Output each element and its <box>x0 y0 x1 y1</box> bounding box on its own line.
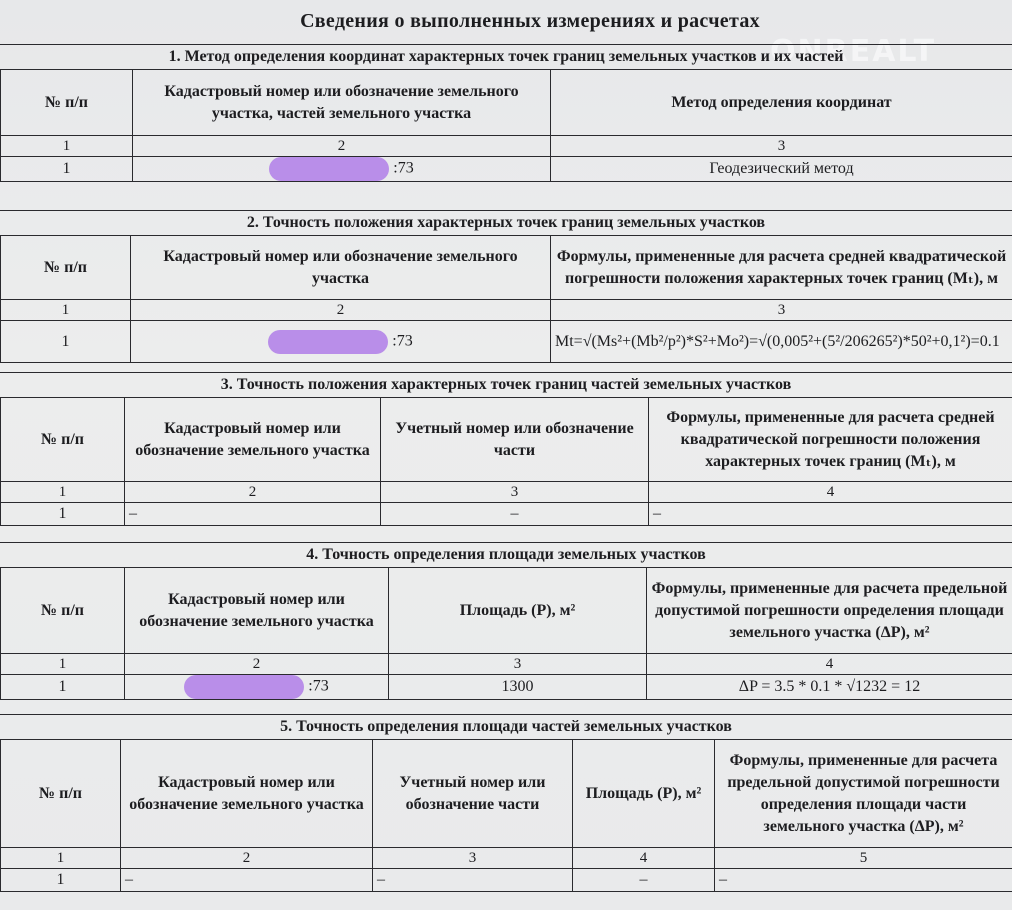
col-index: 3 <box>551 136 1012 157</box>
section-5 <box>0 714 1012 892</box>
cadastral-number-cell: :73 <box>125 675 389 700</box>
table-row <box>1 869 1012 892</box>
cadastral-number-cell: – <box>121 869 373 892</box>
row-num: 1 <box>1 321 131 363</box>
watermark-logo: ONREALT <box>770 34 937 69</box>
section-4 <box>0 542 1012 700</box>
table-row <box>1 675 1012 700</box>
formula-cell: – <box>715 869 1012 892</box>
col-header-formula: Формулы, примененные для расчета средней квадратической погрешности положения характерных точек границ (Mₜ), м <box>551 236 1012 300</box>
col-index: 2 <box>125 482 381 503</box>
row-num: 1 <box>1 869 121 892</box>
col-header-area: Площадь (P), м² <box>573 740 715 848</box>
col-index: 1 <box>1 482 125 503</box>
cadastral-number-cell: :73 <box>131 321 551 363</box>
formula-cell: ΔP = 3.5 * 0.1 * √1232 = 12 <box>647 675 1012 700</box>
section-2-table <box>0 235 1012 363</box>
col-index: 3 <box>381 482 649 503</box>
col-index: 4 <box>649 482 1012 503</box>
section-5-table <box>0 739 1012 892</box>
col-index: 1 <box>1 654 125 675</box>
table-row <box>1 157 1012 182</box>
redaction-mark <box>184 675 304 699</box>
document-title: Сведения о выполненных измерениях и расчетах <box>300 10 760 32</box>
col-index: 3 <box>551 300 1012 321</box>
col-header-formula: Формулы, примененные для расчета предельной допустимой погрешности определения площади части земельного участка (ΔP), м² <box>715 740 1012 848</box>
col-header-cadastral: Кадастровый номер или обозначение земельного участка, частей земельного участка <box>133 70 551 136</box>
col-index: 4 <box>573 848 715 869</box>
col-header-formula: Формулы, примененные для расчета предельной допустимой погрешности определения площади земельного участка (ΔP), м² <box>647 568 1012 654</box>
col-header-cadastral: Кадастровый номер или обозначение земельного участка <box>121 740 373 848</box>
cadastral-number-cell: – <box>125 503 381 526</box>
table-row <box>1 503 1012 526</box>
section-2-title: 2. Точность положения характерных точек границ земельных участков <box>0 210 1012 235</box>
col-header-cadastral: Кадастровый номер или обозначение земельного участка <box>125 568 389 654</box>
col-header-formula: Формулы, примененные для расчета средней квадратической погрешности положения характерных точек границ (Mₜ), м <box>649 398 1012 482</box>
col-header-part-number: Учетный номер или обозначение части <box>381 398 649 482</box>
section-1 <box>0 44 1012 182</box>
section-1-table <box>0 69 1012 182</box>
method-cell: Геодезический метод <box>551 157 1012 182</box>
part-number-cell: – <box>381 503 649 526</box>
col-index: 1 <box>1 136 133 157</box>
col-header-num: № п/п <box>1 70 133 136</box>
section-3-title: 3. Точность положения характерных точек границ частей земельных участков <box>0 372 1012 397</box>
table-row <box>1 321 1012 363</box>
area-cell: 1300 <box>389 675 647 700</box>
formula-cell: Mt=√(Ms²+(Mb²/p²)*S²+Mo²)=√(0,005²+(5²/206265²)*50²+0,1²)=0.1 <box>551 321 1012 363</box>
section-3-table <box>0 397 1012 526</box>
col-header-cadastral: Кадастровый номер или обозначение земельного участка <box>131 236 551 300</box>
col-header-cadastral: Кадастровый номер или обозначение земельного участка <box>125 398 381 482</box>
col-index: 3 <box>389 654 647 675</box>
section-1-title: 1. Метод определения координат характерных точек границ земельных участков и их частей <box>0 44 1012 69</box>
col-index: 2 <box>121 848 373 869</box>
col-index: 1 <box>1 300 131 321</box>
col-index: 1 <box>1 848 121 869</box>
cadastral-number-cell: :73 <box>133 157 551 182</box>
section-2 <box>0 210 1012 363</box>
redaction-mark <box>268 330 388 354</box>
col-header-method: Метод определения координат <box>551 70 1012 136</box>
col-header-num: № п/п <box>1 568 125 654</box>
part-number-cell: – <box>373 869 573 892</box>
section-4-table <box>0 567 1012 700</box>
col-index: 2 <box>125 654 389 675</box>
col-index: 2 <box>133 136 551 157</box>
section-5-title: 5. Точность определения площади частей земельных участков <box>0 714 1012 739</box>
col-header-num: № п/п <box>1 740 121 848</box>
section-3 <box>0 372 1012 526</box>
row-num: 1 <box>1 157 133 182</box>
col-header-part-number: Учетный номер или обозначение части <box>373 740 573 848</box>
col-header-area: Площадь (P), м² <box>389 568 647 654</box>
col-index: 2 <box>131 300 551 321</box>
col-header-num: № п/п <box>1 236 131 300</box>
col-index: 3 <box>373 848 573 869</box>
col-header-num: № п/п <box>1 398 125 482</box>
area-cell: – <box>573 869 715 892</box>
row-num: 1 <box>1 503 125 526</box>
row-num: 1 <box>1 675 125 700</box>
col-index: 4 <box>647 654 1012 675</box>
redaction-mark <box>269 157 389 181</box>
formula-cell: – <box>649 503 1012 526</box>
section-4-title: 4. Точность определения площади земельных участков <box>0 542 1012 567</box>
col-index: 5 <box>715 848 1012 869</box>
